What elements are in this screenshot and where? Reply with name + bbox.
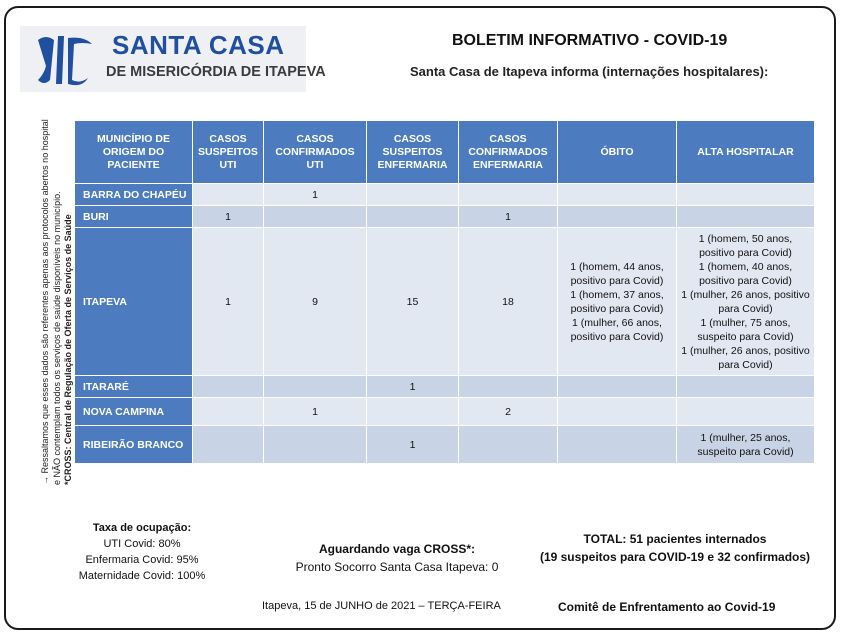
cell-confirmados-enfermaria: 1: [459, 206, 558, 228]
table-row: [75, 398, 815, 426]
cell-obito: [558, 398, 677, 426]
santa-casa-emblem-icon: [28, 30, 108, 90]
cell-confirmados-enfermaria: [459, 426, 558, 464]
cell-suspeitos-enfermaria: [367, 206, 459, 228]
cell-suspeitos-uti: [193, 376, 264, 398]
cell-suspeitos-uti: 1: [193, 228, 264, 376]
cell-suspeitos-enfermaria: 1: [367, 426, 459, 464]
cross-waiting: [286, 540, 508, 576]
side-note-line-3: *CROSS: Central de Regulação de Oferta de Serviços de Saúde: [63, 214, 73, 485]
table-row: [75, 228, 815, 376]
cell-obito: [558, 426, 677, 464]
cell-confirmados-uti: [264, 376, 367, 398]
cell-obito: [558, 206, 677, 228]
cell-municipio: ITAPEVA: [75, 228, 193, 376]
cell-suspeitos-uti: [193, 184, 264, 206]
table-row: [75, 376, 815, 398]
total-line-2: (19 suspeitos para COVID-19 e 32 confirmados): [539, 550, 811, 564]
cell-municipio: RIBEIRÃO BRANCO: [75, 426, 193, 464]
bulletin-title: BOLETIM INFORMATIVO - COVID-19: [452, 32, 728, 49]
cross-heading: Aguardando vaga CROSS*:: [318, 542, 476, 556]
cell-confirmados-uti: [264, 206, 367, 228]
logo-line-2: DE MISERICÓRDIA DE ITAPEVA: [106, 64, 326, 80]
cross-value: Pronto Socorro Santa Casa Itapeva: 0: [295, 560, 499, 574]
occupancy-maternidade: Maternidade Covid: 100%: [78, 570, 206, 582]
cell-alta: [677, 206, 815, 228]
cell-alta: 1 (homem, 50 anos, positivo para Covid) 1 (homem, 40 anos, positivo para Covid) 1 (mulher, 26 anos, positivo para Covid) 1 (mulher, 75 anos, suspeito para Covid) 1 (mulher, 26 anos, positivo para Covid): [677, 228, 815, 376]
total-summary: [530, 530, 820, 566]
cell-municipio: BARRA DO CHAPÉU: [75, 184, 193, 206]
header-confirmados-uti: CASOS CONFIRMADOS UTI: [264, 121, 367, 184]
cell-obito: [558, 376, 677, 398]
header-alta: ALTA HOSPITALAR: [677, 121, 815, 184]
cell-municipio: BURI: [75, 206, 193, 228]
header-confirmados-enfermaria: CASOS CONFIRMADOS ENFERMARIA: [459, 121, 558, 184]
occupancy-rates: [70, 520, 214, 584]
cell-suspeitos-enfermaria: 1: [367, 376, 459, 398]
occupancy-enfermaria: Enfermaria Covid: 95%: [85, 554, 199, 566]
side-note-line-2: e NÃO contemplam todos os serviços de saúde disponíveis no município.: [51, 191, 62, 485]
cell-confirmados-uti: [264, 426, 367, 464]
cell-suspeitos-uti: [193, 426, 264, 464]
cell-alta: [677, 376, 815, 398]
header-municipio: MUNICÍPIO DE ORIGEM DO PACIENTE: [75, 121, 193, 184]
cell-suspeitos-enfermaria: [367, 184, 459, 206]
hospitalization-table: [74, 120, 815, 464]
side-note: [40, 115, 76, 485]
cell-confirmados-enfermaria: 18: [459, 228, 558, 376]
cell-alta: 1 (mulher, 25 anos, suspeito para Covid): [677, 426, 815, 464]
cell-confirmados-enfermaria: [459, 184, 558, 206]
cell-confirmados-uti: 1: [264, 184, 367, 206]
occupancy-heading: Taxa de ocupação:: [92, 522, 192, 534]
side-note-line-1: → Ressaltamos que esses dados são referentes apenas aos protocolos abertos no hospital: [40, 119, 50, 485]
cell-suspeitos-uti: [193, 398, 264, 426]
cell-obito: 1 (homem, 44 anos, positivo para Covid) 1 (homem, 37 anos, positivo para Covid) 1 (mulher, 66 anos, positivo para Covid): [558, 228, 677, 376]
header-suspeitos-uti: CASOS SUSPEITOS UTI: [193, 121, 264, 184]
cell-alta: [677, 184, 815, 206]
table-header-row: [75, 121, 815, 184]
cell-municipio: NOVA CAMPINA: [75, 398, 193, 426]
cell-confirmados-enfermaria: [459, 376, 558, 398]
header-obito: ÓBITO: [558, 121, 677, 184]
table-row: [75, 184, 815, 206]
committee-signature: Comitê de Enfrentamento ao Covid-19: [558, 600, 776, 614]
cell-suspeitos-enfermaria: 15: [367, 228, 459, 376]
cell-confirmados-uti: 9: [264, 228, 367, 376]
cell-municipio: ITARARÉ: [75, 376, 193, 398]
bulletin-subtitle: Santa Casa de Itapeva informa (internações hospitalares):: [410, 64, 769, 79]
cell-confirmados-enfermaria: 2: [459, 398, 558, 426]
cell-suspeitos-enfermaria: [367, 398, 459, 426]
cell-alta: [677, 398, 815, 426]
bulletin-date: Itapeva, 15 de JUNHO de 2021 – TERÇA-FEIRA: [262, 600, 501, 612]
table-row: [75, 206, 815, 228]
santa-casa-logo: [20, 26, 326, 92]
occupancy-uti: UTI Covid: 80%: [103, 538, 181, 550]
total-line-1: TOTAL: 51 pacientes internados: [583, 532, 767, 546]
table-row: [75, 426, 815, 464]
cell-confirmados-uti: 1: [264, 398, 367, 426]
cell-suspeitos-uti: 1: [193, 206, 264, 228]
header-suspeitos-enfermaria: CASOS SUSPEITOS ENFERMARIA: [367, 121, 459, 184]
logo-line-1: SANTA CASA: [112, 30, 285, 60]
cell-obito: [558, 184, 677, 206]
